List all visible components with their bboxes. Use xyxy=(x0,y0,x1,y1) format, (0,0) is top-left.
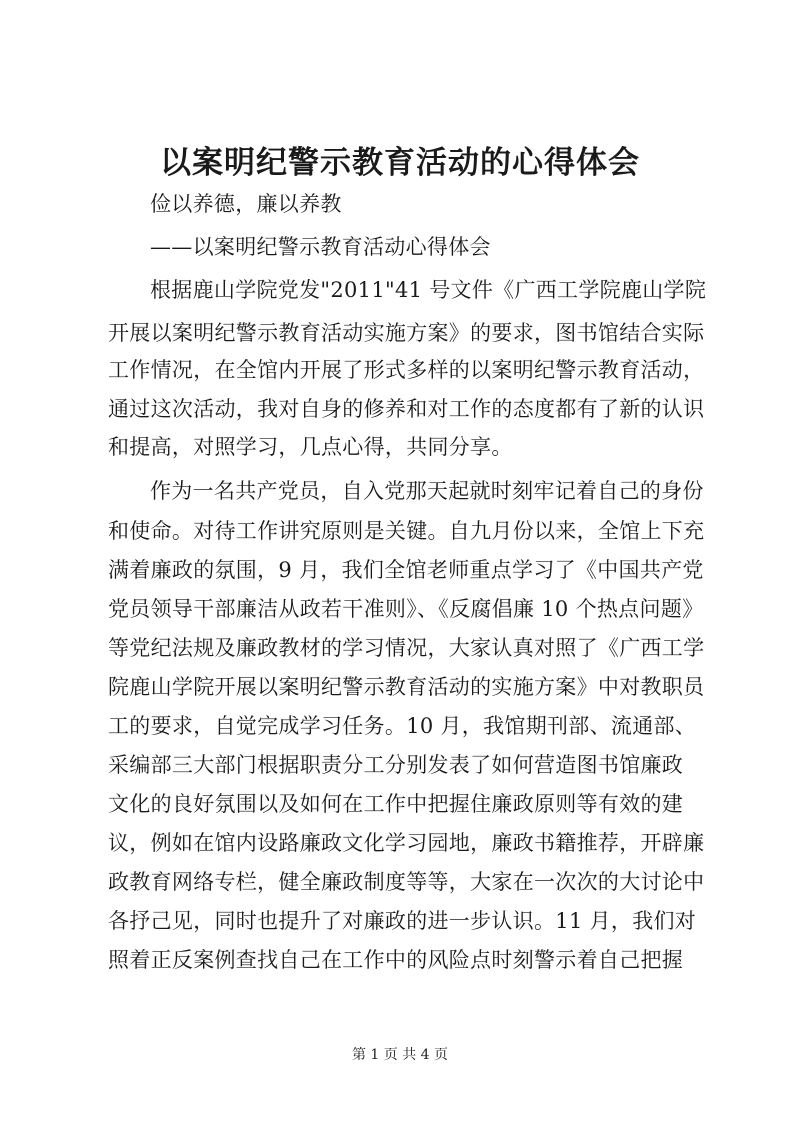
paragraph-line: 采编部三大部门根据职责分工分别发表了如何营造图书馆廉政 xyxy=(108,753,684,777)
paragraph-line: 开展以案明纪警示教育活动实施方案》的要求，图书馆结合实际 xyxy=(108,321,705,345)
paragraph-line: 满着廉政的氛围，9 月，我们全馆老师重点学习了《中国共产党 xyxy=(108,558,704,582)
paragraph-line: 工作情况，在全馆内开展了形式多样的以案明纪警示教育活动， xyxy=(108,358,705,382)
paragraph-line: 文化的良好氛围以及如何在工作中把握住廉政原则等有效的建 xyxy=(108,792,684,816)
paragraph-line: 工的要求，自觉完成学习任务。10 月，我馆期刊部、流通部、 xyxy=(108,714,697,738)
paragraph-line: 等党纪法规及廉政教材的学习情况，大家认真对照了《广西工学 xyxy=(108,636,705,660)
paragraph-line: 作为一名共产党员，自入党那天起就时刻牢记着自己的身份 xyxy=(150,479,704,503)
paragraph-line: 政教育网络专栏，健全廉政制度等等，大家在一次次的大讨论中 xyxy=(108,870,705,894)
document-title: 以案明纪警示教育活动的心得体会 xyxy=(160,145,640,181)
paragraph-line: 院鹿山学院开展以案明纪警示教育活动的实施方案》中对教职员 xyxy=(108,675,705,699)
paragraph-line: 根据鹿山学院党发"2011"41 号文件《广西工学院鹿山学院 xyxy=(150,278,707,302)
paragraph-line: 和提高，对照学习，几点心得，共同分享。 xyxy=(108,435,513,459)
subtitle-line: 俭以养德，廉以养教 xyxy=(150,192,342,216)
page-number-footer: 第 1 页 共 4 页 xyxy=(351,1047,449,1063)
paragraph-line: 照着正反案例查找自己在工作中的风险点时刻警示着自己把握 xyxy=(108,948,684,972)
paragraph-line: 通过这次活动，我对自身的修养和对工作的态度都有了新的认识 xyxy=(108,397,705,421)
paragraph-line: 和使命。对待工作讲究原则是关键。自九月份以来，全馆上下充 xyxy=(108,519,705,543)
paragraph-line: 党员领导干部廉洁从政若干准则》、《反腐倡廉 10 个热点问题》 xyxy=(108,597,704,621)
paragraph-line: 议，例如在馆内设路廉政文化学习园地，廉政书籍推荐，开辟廉 xyxy=(108,831,705,855)
paragraph-line: 各抒己见，同时也提升了对廉政的进一步认识。11 月，我们对 xyxy=(108,909,697,933)
subtitle-attribution: ——以案明纪警示教育活动心得体会 xyxy=(150,235,491,259)
